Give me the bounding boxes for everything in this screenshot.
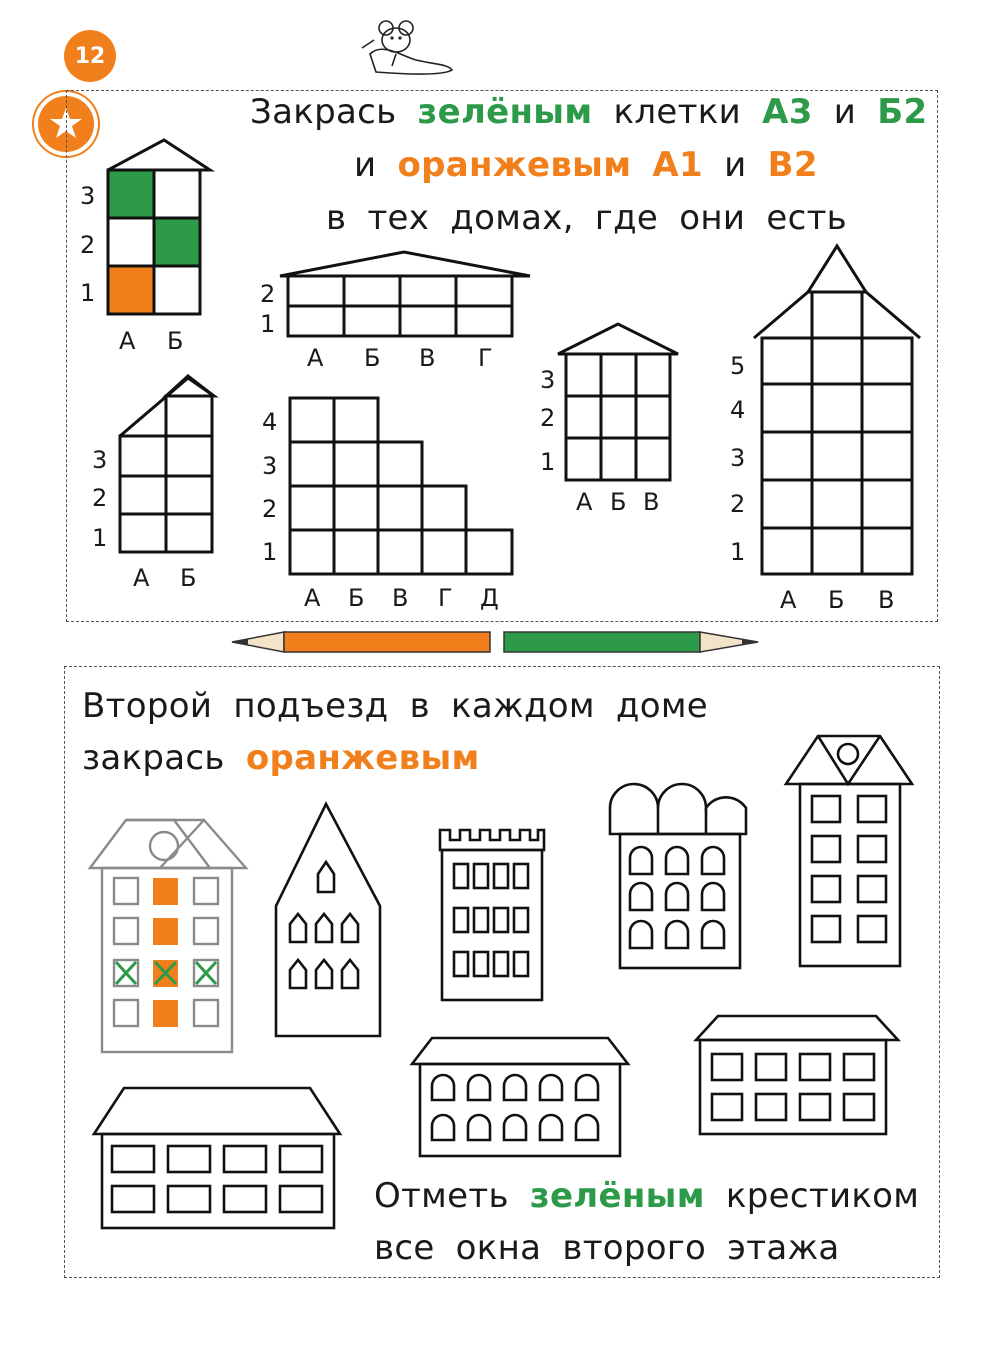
col-label: В <box>878 586 895 614</box>
text-orange: оранжевым <box>245 738 480 778</box>
col-label: Б <box>828 586 845 614</box>
row-label: 3 <box>540 366 556 394</box>
text: и <box>724 145 747 185</box>
task1-line3: в тех домах, где они есть <box>326 198 848 238</box>
wide-house-3 <box>692 1012 904 1138</box>
row-label: 2 <box>260 280 276 308</box>
tower-house <box>436 824 550 1004</box>
cell-a3: А3 <box>762 92 813 132</box>
text: Отметь <box>374 1176 509 1216</box>
col-label: А <box>780 586 797 614</box>
cell-b2: Б2 <box>877 92 928 132</box>
col-label: Б <box>348 584 365 612</box>
col-label: В <box>419 344 436 372</box>
row-label: 2 <box>730 490 746 518</box>
grid-house-1 <box>96 134 216 324</box>
grid-house-5 <box>556 320 682 484</box>
arched-house <box>604 780 750 972</box>
row-label: 3 <box>262 452 278 480</box>
col-label: В <box>392 584 409 612</box>
row-label: 1 <box>730 538 746 566</box>
wide-house-2 <box>408 1034 634 1160</box>
gothic-house <box>270 800 386 1040</box>
col-label: А <box>304 584 321 612</box>
grid-house-6 <box>750 240 926 580</box>
col-label: А <box>119 327 136 355</box>
row-label: 1 <box>540 448 556 476</box>
row-label: 2 <box>92 484 108 512</box>
col-label: Д <box>480 584 499 612</box>
text-green: зелёным <box>417 92 593 132</box>
orange-pencil-icon <box>228 628 494 656</box>
task1-line1 <box>250 92 927 132</box>
row-label: 4 <box>730 396 746 424</box>
col-label: Б <box>610 488 627 516</box>
col-label: Г <box>478 344 493 372</box>
row-label: 1 <box>92 524 108 552</box>
row-label: 1 <box>80 279 96 307</box>
grid-house-2 <box>276 248 536 340</box>
green-pencil-icon <box>502 628 764 656</box>
wide-house-1 <box>90 1084 344 1232</box>
row-label: 2 <box>540 404 556 432</box>
text: и <box>354 145 377 185</box>
col-label: Б <box>167 327 184 355</box>
task3-line1 <box>374 1176 919 1216</box>
row-label: 3 <box>730 444 746 472</box>
page-number: 12 <box>64 30 116 82</box>
col-label: Б <box>180 564 197 592</box>
row-label: 3 <box>80 182 96 210</box>
task1-line2 <box>354 145 818 185</box>
task3-line2: все окна второго этажа <box>374 1228 840 1268</box>
row-label: 2 <box>80 231 96 259</box>
text: и <box>833 92 857 132</box>
task2-line1: Второй подъезд в каждом доме <box>82 686 708 726</box>
mouse-icon <box>352 14 462 84</box>
col-label: В <box>643 488 660 516</box>
row-label: 3 <box>92 446 108 474</box>
col-label: А <box>307 344 324 372</box>
col-label: Г <box>438 584 453 612</box>
text-orange: оранжевым <box>397 145 632 185</box>
grid-house-3 <box>112 370 222 560</box>
col-label: Б <box>364 344 381 372</box>
grid-house-4 <box>286 394 518 580</box>
cell-v2: В2 <box>767 145 818 185</box>
text-green: зелёным <box>529 1176 705 1216</box>
text: Закрась <box>250 92 397 132</box>
task2-line2 <box>82 738 480 778</box>
text: закрась <box>82 738 225 778</box>
row-label: 4 <box>262 408 278 436</box>
row-label: 1 <box>262 538 278 566</box>
cell-a1: А1 <box>652 145 703 185</box>
row-label: 2 <box>262 495 278 523</box>
row-label: 5 <box>730 352 746 380</box>
col-label: А <box>576 488 593 516</box>
tall-house <box>782 730 916 970</box>
text: крестиком <box>725 1176 920 1216</box>
text: клетки <box>613 92 741 132</box>
col-label: А <box>133 564 150 592</box>
row-label: 1 <box>260 310 276 338</box>
example-house <box>86 814 250 1056</box>
